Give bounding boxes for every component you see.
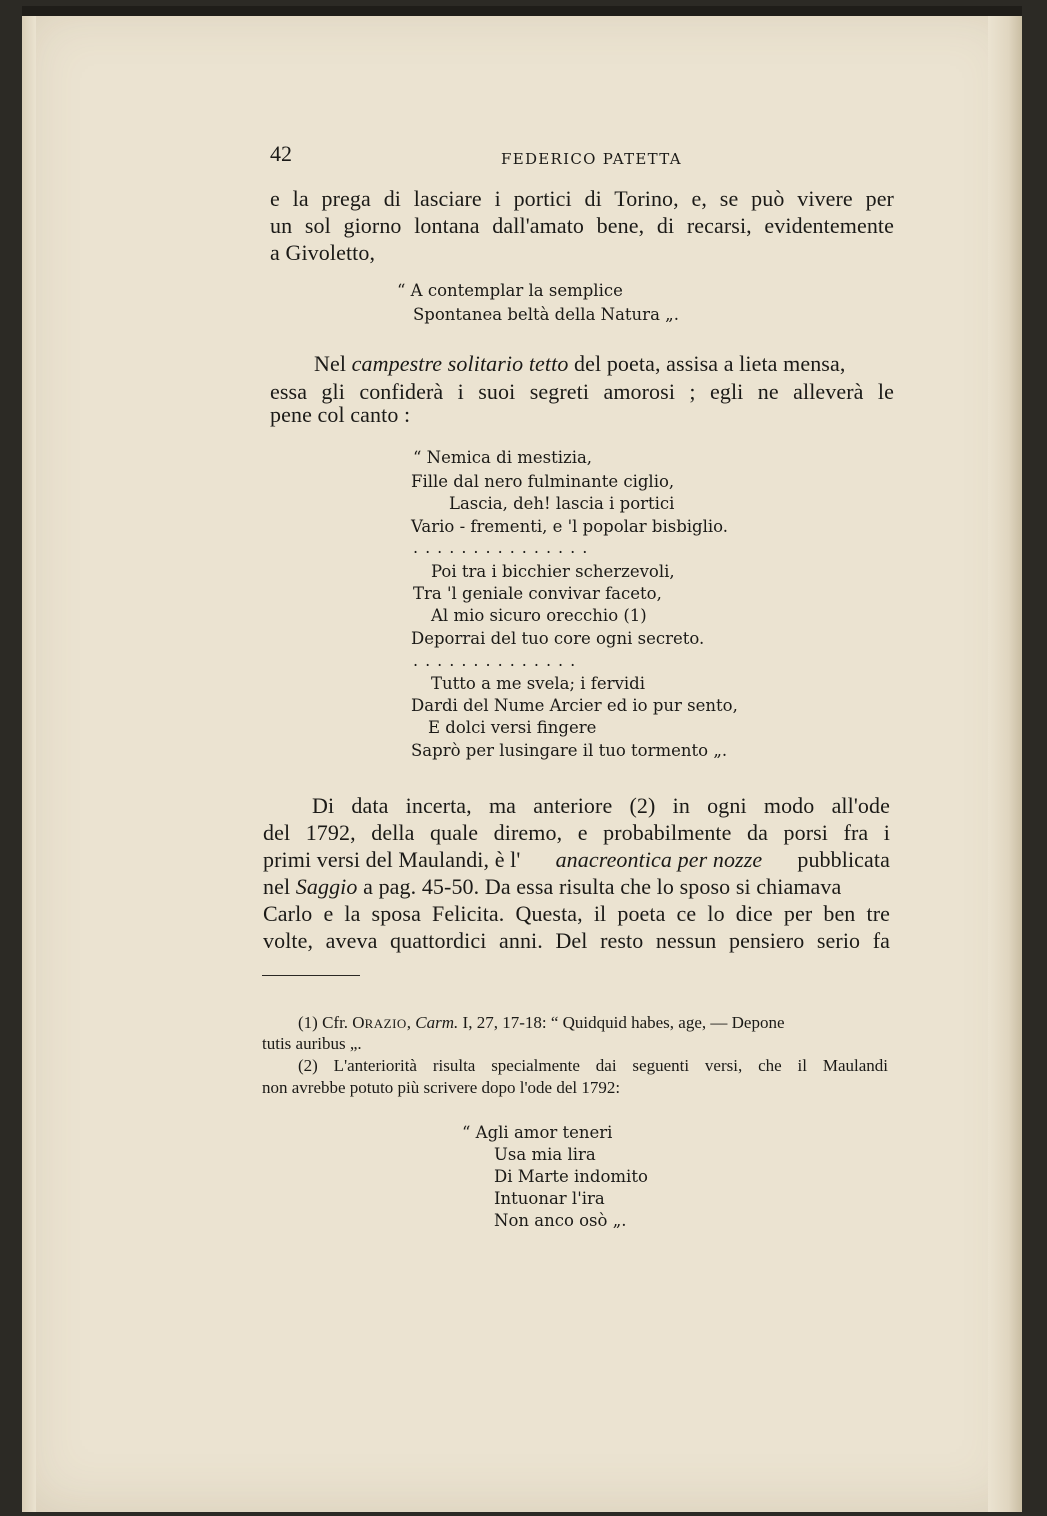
poem-s2-line3: Al mio sicuro orecchio (1) bbox=[431, 606, 647, 625]
poem-s2-line4: Deporrai del tuo core ogni secreto. bbox=[411, 629, 705, 648]
paragraph3-line6: volte, aveva quattordici anni. Del resto nessun pensiero serio fa bbox=[263, 928, 890, 953]
footnote-1-mid: , bbox=[406, 1013, 416, 1032]
poem-s1-line1: “ Nemica di mestizia, bbox=[413, 448, 593, 467]
paragraph3-line3-italic: anacreontica per nozze bbox=[555, 847, 763, 872]
footnote-rule bbox=[262, 975, 360, 976]
page-number: 42 bbox=[270, 141, 292, 166]
quote1-line1: “ A contemplar la semplice bbox=[397, 281, 623, 300]
poem-s3-line2: Dardi del Nume Arcier ed io pur sento, bbox=[411, 696, 738, 715]
paragraph1-line2: un sol giorno lontana dall'amato bene, di recarsi, evidentemente bbox=[270, 213, 894, 238]
poem-s3-line1: Tutto a me svela; i fervidi bbox=[431, 674, 646, 693]
footnote-1-post: I, 27, 17-18: “ Quidquid habes, age, — Depone bbox=[458, 1013, 785, 1032]
paragraph2-line3: pene col canto : bbox=[270, 402, 411, 427]
footnote-1-line1 bbox=[298, 1013, 888, 1033]
paragraph2-line1 bbox=[314, 351, 894, 377]
footnote-poem-line3: Di Marte indomito bbox=[494, 1167, 648, 1186]
page-left-edge bbox=[22, 6, 36, 1512]
paragraph3-line4 bbox=[263, 874, 890, 900]
footnote-1-italic: Carm. bbox=[415, 1013, 459, 1032]
page-right-edge bbox=[988, 6, 1022, 1512]
poem-s2-line1: Poi tra i bicchier scherzevoli, bbox=[431, 562, 675, 581]
paragraph3-line2: del 1792, della quale diremo, e probabilmente da porsi fra i bbox=[263, 820, 890, 845]
poem-s1-line2: Fille dal nero fulminante ciglio, bbox=[411, 472, 675, 491]
paragraph3-line4-italic: Saggio bbox=[295, 874, 358, 899]
paragraph2-line2: essa gli confiderà i suoi segreti amorosi ; egli ne alleverà le bbox=[270, 379, 894, 404]
paragraph3-line3 bbox=[263, 847, 890, 873]
paragraph3-line3-pre: primi versi del Maulandi, è l' bbox=[263, 847, 521, 872]
paragraph2-line1-post: del poeta, assisa a lieta mensa, bbox=[568, 351, 846, 376]
paragraph2-line1-pre: Nel bbox=[314, 351, 352, 376]
footnote-1-pre: (1) Cfr. O bbox=[298, 1013, 365, 1032]
footnote-poem-line1: “ Agli amor teneri bbox=[462, 1123, 613, 1142]
poem-s2-line2: Tra 'l geniale convivar faceto, bbox=[413, 584, 662, 603]
paragraph3-line3-post: pubblicata bbox=[797, 847, 890, 872]
poem-ellipsis-2: .............. bbox=[413, 651, 583, 670]
poem-s3-line4: Saprò per lusingare il tuo tormento „. bbox=[411, 741, 728, 760]
footnote-poem-line5: Non anco osò „. bbox=[494, 1211, 627, 1230]
paragraph1-line1: e la prega di lasciare i portici di Torino, e, se può vivere per bbox=[270, 186, 894, 211]
footnote-poem-line2: Usa mia lira bbox=[494, 1145, 596, 1164]
paragraph3-line4-pre: nel bbox=[263, 874, 296, 899]
running-title: FEDERICO PATETTA bbox=[501, 150, 682, 168]
poem-s3-line3: E dolci versi fingere bbox=[428, 718, 597, 737]
page-top-edge bbox=[22, 6, 1022, 16]
paragraph3-line1: Di data incerta, ma anteriore (2) in ogni modo all'ode bbox=[312, 793, 890, 818]
poem-s1-line4: Vario - frementi, e 'l popolar bisbiglio. bbox=[411, 517, 729, 536]
footnote-poem-line4: Intuonar l'ira bbox=[494, 1189, 605, 1208]
paragraph3-line4-post: a pag. 45-50. Da essa risulta che lo sposo si chiamava bbox=[357, 874, 842, 899]
poem-ellipsis-1: ............... bbox=[413, 538, 595, 557]
footnote-2-line1: (2) L'anteriorità risulta specialmente dai seguenti versi, che il Maulandi bbox=[298, 1056, 888, 1075]
paragraph1-line3: a Givoletto, bbox=[270, 240, 376, 265]
poem-s1-line3: Lascia, deh! lascia i portici bbox=[449, 494, 675, 513]
quote1-line2: Spontanea beltà della Natura „. bbox=[413, 305, 679, 324]
paragraph2-line1-italic: campestre solitario tetto bbox=[351, 351, 569, 376]
footnote-2-line2: non avrebbe potuto più scrivere dopo l'ode del 1792: bbox=[262, 1078, 621, 1097]
footnote-1-smallcaps: RAZIO bbox=[364, 1016, 407, 1031]
paragraph3-line5: Carlo e la sposa Felicita. Questa, il poeta ce lo dice per ben tre bbox=[263, 901, 890, 926]
footnote-1-line2: tutis auribus „. bbox=[262, 1034, 362, 1053]
